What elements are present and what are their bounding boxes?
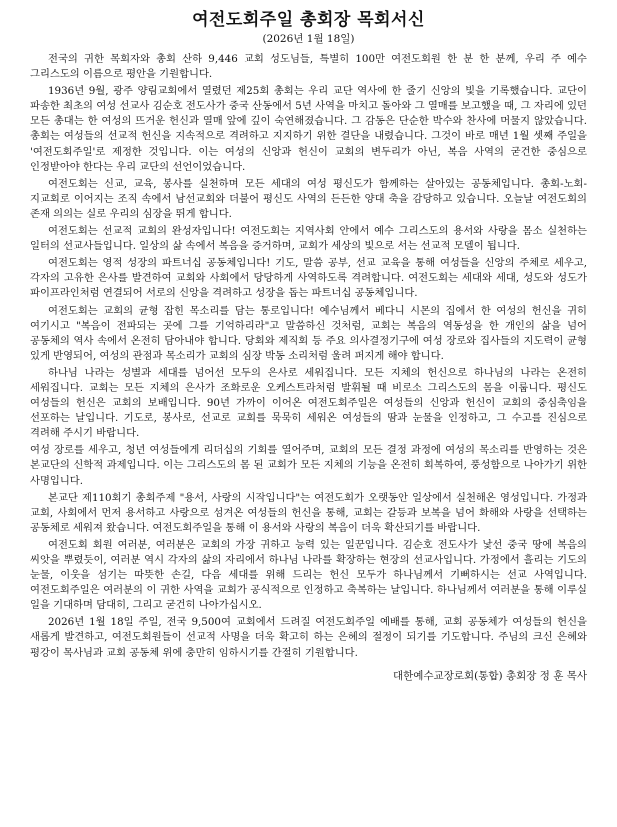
paragraph-voice: 여전도회는 교회의 균형 잡힌 목소리를 담는 통로입니다! 예수님께서 베다니 시몬의 집에서 한 여성의 헌신을 귀히 여기시고 "복음이 전파되는 곳에 그를 기억하리라"고 말씀하신 것처럼, 교회는 복음의 역동성을 한 개인의 삶을 넘어 공동체의 역사 속에서 온전히 담아내야 합니다. 당회와 제직회 등 주요 의사결정기구에 여성 장로와 집사들의 지도력이 균형 있게 반영되어, 여성의 관점과 목소리가 교회의 심장 박동 소리처럼 울려 퍼지게 해야 합니다. [30, 304, 587, 362]
paragraph-kingdom: 하나님 나라는 성별과 세대를 넘어선 모두의 은사로 세워집니다. 모든 지체의 헌신으로 하나님의 나라는 온전히 세워집니다. 교회는 모든 지체의 은사가 조화로운 오케스트라처럼 발휘될 때 비로소 그리스도의 몸을 이룹니다. 평신도 여성들의 헌신은 교회의 보배입니다. 90년 가까이 이어온 여전도회주일은 여성들의 신앙과 헌신이 교회의 중심축임을 선포하는 날입니다. 기도로, 봉사로, 선교로 교회를 묵묵히 세워온 여성들의 땀과 눈물을 인정하고, 그 수고를 진심으로 격려해 주시기 바랍니다. [30, 366, 587, 440]
paragraph-theme: 본교단 제110회기 총회주제 "용서, 사랑의 시작입니다"는 여전도회가 오랫동안 일상에서 실천해온 영성입니다. 가정과 교회, 사회에서 먼저 용서하고 사랑으로 섬겨온 여성들의 헌신을 통해, 교회는 갈등과 보복을 넘어 화해와 사랑을 선택하는 공동체로 세워져 왔습니다. 여전도회주일을 통해 이 용서와 사랑의 복음이 더욱 확산되기를 바랍니다. [30, 491, 587, 534]
document-title: 여전도회주일 총회장 목회서신 [192, 10, 425, 30]
document-date: (2026년 1월 18일) [262, 33, 355, 45]
paragraph-community: 여전도회는 신교, 교육, 봉사를 실천하며 모든 세대의 여성 평신도가 함께하는 살아있는 공동체입니다. 총회-노회-지교회로 이어지는 조직 속에서 남선교회와 더불어 평신도 사역의 든든한 양대 축을 감당하고 있습니다. 오늘날 여전도회의 존재 의의는 실로 우리의 심장을 뛰게 합니다. [30, 177, 587, 220]
paragraph-growth: 여전도회는 영적 성장의 파트너십 공동체입니다! 기도, 말씀 공부, 선교 교육을 통해 여성들을 신앙의 주체로 세우고, 각자의 고유한 은사를 발견하여 교회와 사회에서 당당하게 사역하도록 격려합니다. 여전도회는 세대와 세대, 성도와 성도가 파이프라인처럼 연결되어 서로의 신앙을 격려하고 성장을 돕는 파트너십 공동체입니다. [30, 257, 587, 300]
paragraph-members: 여전도회 회원 여러분, 여러분은 교회의 가장 귀하고 능력 있는 일꾼입니다. 김순호 전도사가 낯선 중국 땅에 복음의 씨앗을 뿌렸듯이, 여러분 역시 각자의 삶의 자리에서 하나님 나라를 확장하는 현장의 선교사입니다. 가정에서 흘리는 기도의 눈물, 이웃을 섬기는 따뜻한 손길, 다음 세대를 위해 드리는 헌신 모두가 하나님께서 기뻐하시는 선교 사역입니다. 여전도회주일은 여러분의 이 귀한 사역을 교회가 공식적으로 인정하고 축복하는 날입니다. 하나님께서 여러분을 통해 이루실 일을 기대하며 담대히, 그리고 굳건히 나아가십시오. [30, 538, 587, 612]
paragraph-mission: 여전도회는 선교적 교회의 완성자입니다! 여전도회는 지역사회 안에서 예수 그리스도의 용서와 사랑을 몸소 실천하는 일터의 선교사들입니다. 일상의 삶 속에서 복음을 증거하며, 교회가 세상의 빛으로 서는 선교적 모델이 됩니다. [30, 225, 587, 253]
letter-body [30, 52, 587, 661]
paragraph-greeting: 전국의 귀한 목회자와 총회 산하 9,446 교회 성도님들, 특별히 100만 여전도회원 한 분 한 분께, 우리 주 예수 그리스도의 이름으로 평안을 기원합니다. [30, 53, 587, 81]
paragraph-leadership: 여성 장로를 세우고, 청년 여성들에게 리더십의 기회를 열어주며, 교회의 모든 결정 과정에 여성의 목소리를 반영하는 것은 본교단의 신학적 과제입니다. 이는 그리스도의 몸 된 교회가 모든 지체의 기능을 온전히 회복하여, 풍성함으로 나아가기 위한 사명입니다. [30, 444, 587, 487]
paragraph-history: 1936년 9월, 광주 양림교회에서 열렸던 제25회 총회는 우리 교단 역사에 한 줄기 신앙의 빛을 기록했습니다. 교단이 파송한 최초의 여성 선교사 김순호 전도사가 중국 산동에서 5년 사역을 마치고 돌아와 그 열매를 보고했을 때, 그 자리에 있던 모든 총대는 한 여성의 뜨거운 헌신과 열매 앞에 깊이 숙연해졌습니다. 그 감동은 단순한 박수와 찬사에 머물지 않았습니다. 총회는 여성들의 선교적 헌신을 지속적으로 격려하고 지지하기 위한 결단을 내렸습니다. 그것이 바로 매년 1월 셋째 주일을 '여전도회주일'로 제정한 것입니다. 이는 여성의 신앙과 헌신이 교회의 변두리가 아닌, 복음 사역의 굳건한 중심으로 인정받아야 한다는 우리 교단의 선언이었습니다. [30, 85, 587, 173]
signature: 대한예수교장로회(통합) 총회장 정 훈 목사 [393, 669, 587, 682]
paragraph-closing: 2026년 1월 18일 주일, 전국 9,500여 교회에서 드려질 여전도회주일 예배를 통해, 교회 공동체가 여성들의 헌신을 새롭게 발견하고, 여전도회원들이 선교적 사명을 더욱 확고히 하는 은혜의 절정이 되기를 기도합니다. 주님의 크신 은혜와 평강이 목사님과 교회 공동체 위에 충만히 임하시기를 간절히 기원합니다. [30, 616, 587, 659]
